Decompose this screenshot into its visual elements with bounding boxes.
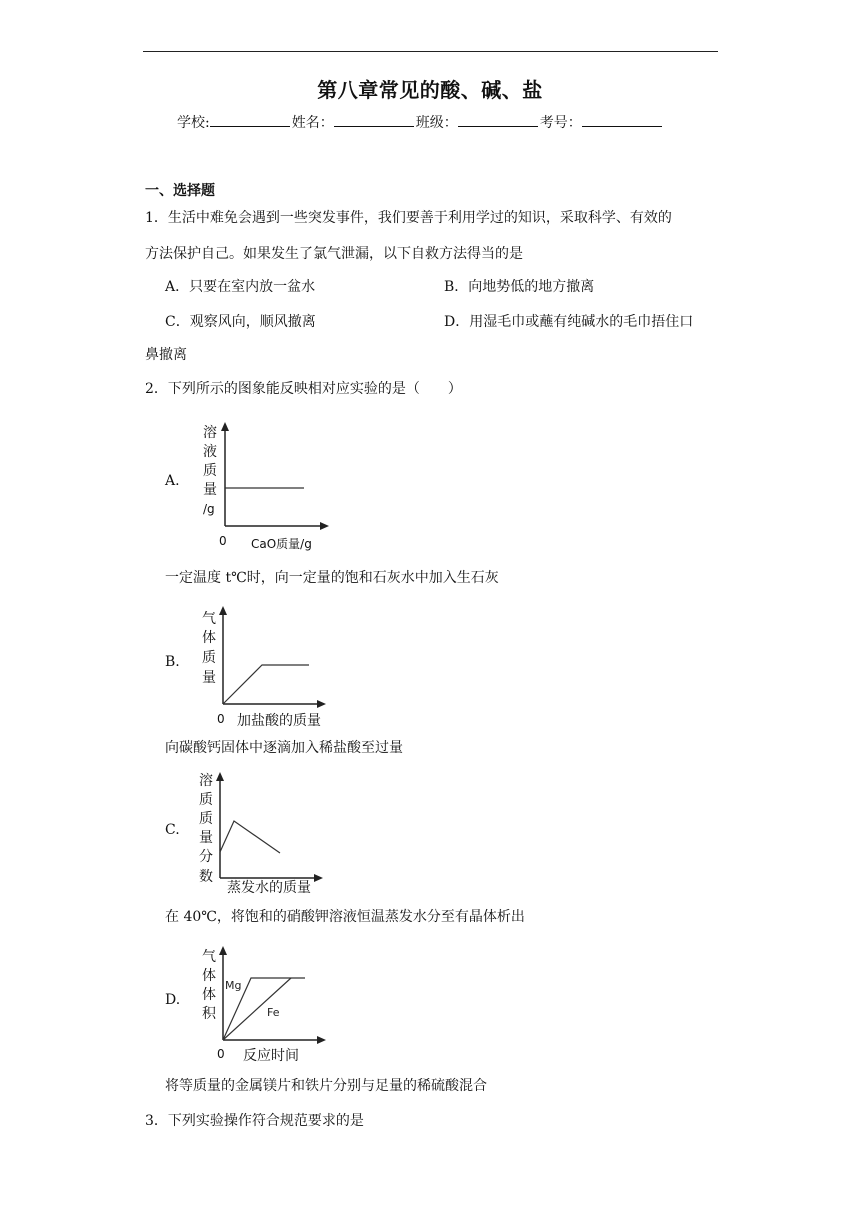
x-axis-arrow: [317, 1036, 326, 1044]
q2-option-d-label: D.: [165, 992, 181, 1008]
header-rule: [143, 51, 718, 52]
b-ylabel-3: 量: [202, 670, 216, 686]
a-ylabel-0: 溶: [203, 425, 217, 441]
b-ylabel-0: 气: [202, 611, 216, 627]
q2-option-a-label: A.: [165, 473, 180, 489]
q2-option-c-label: C.: [165, 822, 180, 838]
q2-option-a-caption: 一定温度 t℃时，向一定量的饱和石灰水中加入生石灰: [165, 570, 499, 586]
q2-option-b-graph: [195, 602, 345, 732]
a-ylabel-1: 液: [203, 444, 217, 460]
d-ylabel-2: 体: [202, 987, 216, 1003]
d-series-fe-label: Fe: [267, 1006, 280, 1019]
x-axis-arrow: [314, 874, 323, 882]
student-info-line: [177, 112, 664, 132]
q1-option-b: B．向地势低的地方撤离: [444, 279, 595, 295]
a-ylabel-2: 质: [203, 463, 217, 479]
b-ylabel-2: 质: [202, 650, 216, 666]
class-blank: [458, 113, 538, 127]
y-axis-arrow: [221, 422, 229, 431]
c-ylabel-5: 数: [199, 869, 213, 885]
q2-stem: 2．下列所示的图象能反映相对应实验的是（ ）: [145, 381, 462, 397]
curve-solute-fraction: [220, 821, 280, 853]
q2-option-c-caption: 在 40℃，将饱和的硝酸钾溶液恒温蒸发水分至有晶体析出: [165, 909, 525, 925]
exam-no-blank: [582, 113, 662, 127]
c-ylabel-4: 分: [199, 849, 213, 865]
page-title: 第八章常见的酸、碱、盐: [317, 78, 543, 102]
name-blank: [334, 113, 414, 127]
d-xlabel: 反应时间: [243, 1048, 299, 1064]
name-label: 姓名：: [291, 115, 334, 131]
q3-stem: 3．下列实验操作符合规范要求的是: [145, 1113, 364, 1129]
b-ylabel-1: 体: [202, 630, 216, 646]
c-xlabel: 蒸发水的质量: [227, 880, 311, 896]
q1-option-d-line2: 鼻撤离: [145, 347, 187, 363]
d-origin: 0: [217, 1047, 225, 1061]
q1-stem-line1: 1．生活中难免会遇到一些突发事件，我们要善于利用学过的知识，采取科学、有效的: [145, 210, 672, 226]
curve-gas-mass: [223, 665, 309, 704]
a-xlabel: CaO质量/g: [251, 537, 312, 551]
a-ylabel-4: /g: [203, 502, 215, 516]
y-axis-arrow: [216, 772, 224, 781]
c-ylabel-0: 溶: [199, 773, 213, 789]
x-axis-arrow: [320, 522, 329, 530]
q1-option-a: A．只要在室内放一盆水: [165, 279, 316, 295]
d-ylabel-1: 体: [202, 968, 216, 984]
b-xlabel: 加盐酸的质量: [237, 713, 321, 729]
d-ylabel-3: 积: [202, 1006, 216, 1022]
c-ylabel-1: 质: [199, 792, 213, 808]
exam-no-label: 考号：: [539, 115, 582, 131]
c-ylabel-3: 量: [199, 830, 213, 846]
school-blank: [210, 113, 290, 127]
q2-option-a-graph: [195, 418, 335, 556]
section-title: 一、选择题: [145, 183, 215, 199]
b-origin: 0: [217, 712, 225, 726]
d-ylabel-0: 气: [202, 949, 216, 965]
q2-option-c-graph: [195, 766, 345, 900]
q2-option-d-graph: [195, 942, 345, 1068]
q1-option-c: C．观察风向，顺风撤离: [165, 314, 316, 330]
y-axis-arrow: [219, 946, 227, 955]
q1-stem-line2: 方法保护自己。如果发生了氯气泄漏，以下自救方法得当的是: [145, 246, 523, 262]
d-series-mg-label: Mg: [225, 979, 242, 992]
q2-option-b-label: B.: [165, 654, 180, 670]
q2-option-d-caption: 将等质量的金属镁片和铁片分别与足量的稀硫酸混合: [165, 1078, 487, 1094]
class-label: 班级：: [415, 115, 458, 131]
school-label: 学校:: [177, 115, 210, 131]
c-ylabel-2: 质: [199, 811, 213, 827]
a-origin: 0: [219, 534, 227, 548]
a-ylabel-3: 量: [203, 482, 217, 498]
q1-option-d-line1: D．用湿毛巾或蘸有纯碱水的毛巾捂住口: [444, 314, 694, 330]
x-axis-arrow: [317, 700, 326, 708]
q2-option-b-caption: 向碳酸钙固体中逐滴加入稀盐酸至过量: [165, 740, 403, 756]
y-axis-arrow: [219, 606, 227, 615]
